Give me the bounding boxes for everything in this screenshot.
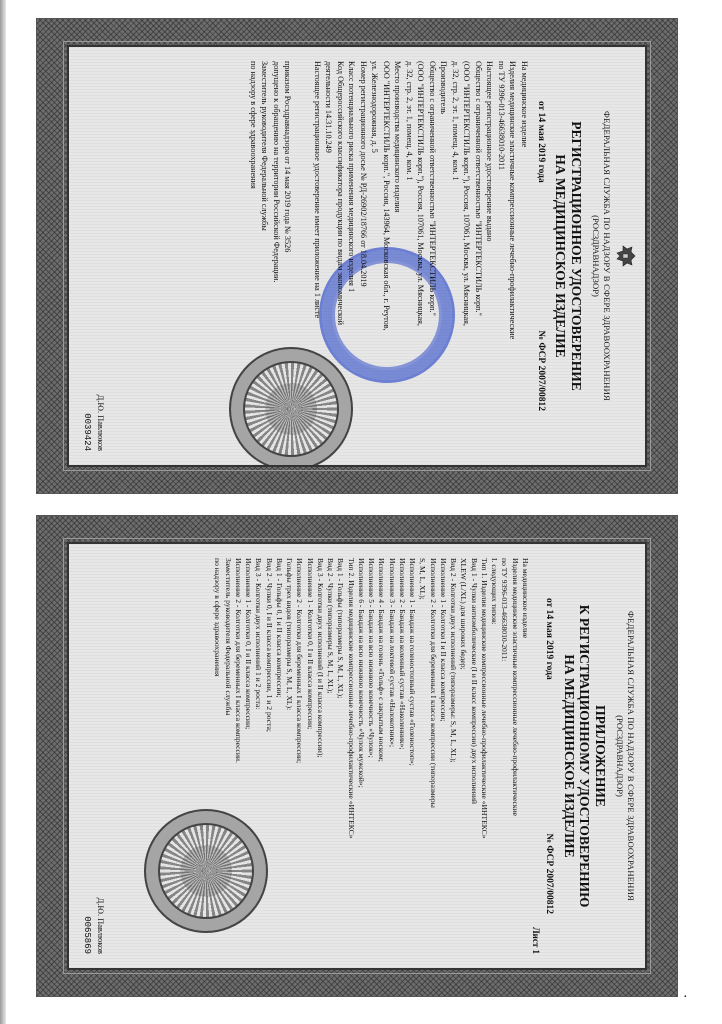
text-line: (ООО "ИНТЕРТЕКСТИЛЬ корп."), Россия, 107061, Москва, ул. Мясницкая, — [462, 61, 472, 326]
serial-number: 0039424 — [81, 413, 92, 451]
issue-date: от 14 мая 2019 года — [544, 598, 555, 680]
text-line: Исполнение 1 - Колготки 0, I и II класса компрессии; — [305, 558, 315, 730]
text-line: Производитель — [439, 61, 449, 114]
text-line: приказом Росздравнадзора от 14 мая 2019 года № 3526 — [283, 61, 293, 253]
agency-short-name: (РОСЗДРАВНАДЗОР) — [615, 715, 625, 797]
agency-name: ФЕДЕРАЛЬНАЯ СЛУЖБА ПО НАДЗОРУ В СФЕРЕ ЗДРАВООХРАНЕНИЯ — [602, 111, 612, 401]
serial-number: 0065869 — [81, 916, 92, 954]
text-line: Изделия медицинские эластичные компрессионные лечебно-профилактические — [508, 61, 518, 340]
text-line: Тип 2. Изделия медицинские компрессионные лечебно-профилактические «ИНТЕКС» — [346, 558, 356, 839]
text-line: деятельности 14.31.10.249 — [324, 61, 334, 153]
text-line: Вид 1 - Гольфы 0, I и II класса компрессии; — [274, 558, 284, 698]
text-line: Вид 3 - Колготки двух исполнений (I и II класса компрессии); — [315, 558, 325, 758]
text-line: по ТУ 9396-013-46638010-2011: — [500, 558, 510, 662]
annex-sheet — [36, 515, 678, 997]
certificate-body-lines — [247, 61, 529, 451]
text-line: допущено к обращению на территории Российской Федерации. — [271, 61, 281, 283]
certificate-number: № ФСР 2007/00812 — [535, 330, 546, 411]
coat-of-arms-icon — [612, 243, 638, 269]
certificate-text-block — [72, 51, 642, 461]
annex-title-line3: НА МЕДИЦИНСКОЕ ИЗДЕЛИЕ — [561, 654, 577, 858]
issue-date: от 14 мая 2019 года — [535, 101, 546, 183]
text-line: д. 32, стр. 2, эт. 1, помещ. 4, ком. 1 — [404, 61, 414, 181]
text-line: Гольфы трех видов (типоразмеры S, M, L, XL): — [285, 558, 295, 711]
text-line: Вид 1 - Гольфы (типоразмеры S, M, L, XL); — [336, 558, 346, 699]
text-line: Класс потенциального риска применения медицинского изделия 1 — [347, 61, 357, 293]
text-line: Вид 2 - Чулки 0, I и II класса компрессии, 1 и 2 роста; — [264, 558, 274, 732]
text-line: Номер регистрационного досье № РД-26902/18766 от 18.04.2019 — [358, 61, 368, 287]
text-line: Место производства медицинского изделия — [393, 61, 403, 213]
annex-title-line2: К РЕГИСТРАЦИОННОМУ УДОСТОВЕРЕНИЮ — [577, 604, 593, 908]
text-line: Заместитель руководителя Федеральной службы — [260, 61, 270, 231]
text-line: по надзору в сфере здравоохранения — [248, 61, 258, 189]
text-line: Исполнение 1 - Бандаж на голеностопный сустав «Голеностоп»; — [408, 558, 418, 766]
text-line: Настоящее регистрационное удостоверение имеет приложение на 1 листе — [312, 61, 322, 319]
text-line: S, M, L, XL); — [418, 558, 428, 600]
text-line: Исполнение 5 - Бандаж на всю нижнюю конечность «Чулок»; — [367, 558, 377, 758]
text-line: Вид 2 - Чулки (типоразмеры S, M, L, XL); — [326, 558, 336, 694]
text-line: На медицинское изделие — [520, 558, 530, 639]
text-line: Вид 3 - Колготки двух исполнений 1 и 2 роста: — [254, 558, 264, 710]
text-line: по надзору в сфере здравоохранения — [213, 558, 223, 677]
annex-body — [67, 542, 647, 970]
text-line: Исполнение 4 - Бандаж на голень «Гольф» с закрытым носком; — [377, 558, 387, 762]
agency-short-name: (РОСЗДРАВНАДЗОР) — [591, 215, 601, 297]
text-line: по ТУ 9396-013-46638010-2011 — [496, 61, 506, 171]
document-title: РЕГИСТРАЦИОННОЕ УДОСТОВЕРЕНИЕ — [569, 121, 584, 391]
scan-dot: · — [683, 990, 688, 1005]
text-line: На медицинское изделие — [519, 61, 529, 148]
text-line: Исполнение 2 - Колготки для беременных I класса компрессии (типоразмеры — [428, 558, 438, 808]
text-line: I. следующих типов: — [490, 558, 500, 625]
text-line: д. 32, стр. 2, эт. 1, помещ. 4, ком. 1 — [450, 61, 460, 181]
text-line: Общество с ограниченной ответственностью "ИНТЕРТЕКСТИЛЬ корп." — [473, 61, 483, 316]
text-line: Вид 2 - Колготки двух исполнений (типоразмеры: S, M, L, XL); — [449, 558, 459, 763]
text-line: Исполнение 6 - Бандаж на всю нижнюю конечность «Чулок мужской»; — [356, 558, 366, 788]
text-line: Исполнение 1 - Колготки I и II класса компрессии; — [438, 558, 448, 722]
text-line: Исполнение 2 - Бандаж на коленный сустав «Наколенник»; — [397, 558, 407, 750]
annex-title: ПРИЛОЖЕНИЕ — [593, 705, 608, 807]
agency-name: ФЕДЕРАЛЬНАЯ СЛУЖБА ПО НАДЗОРУ В СФЕРЕ ЗДРАВООХРАНЕНИЯ — [626, 611, 636, 901]
certificate-number: № ФСР 2007/00812 — [544, 833, 555, 914]
certificate-body — [67, 45, 647, 467]
text-line: Общество с ограниченной ответственностью "ИНТЕРТЕКСТИЛЬ корп." — [427, 61, 437, 316]
signer-name: Д.Ю. Павлюков — [95, 394, 105, 451]
scan-edge — [0, 0, 6, 1024]
text-line: XLEW (L/XL) для широких бедер; — [459, 558, 469, 670]
text-line: Тип 1. Изделия медицинские компрессионные лечебно-профилактические «ИНТЕКС» — [479, 558, 489, 839]
sheet-number: Лист 1 — [531, 926, 542, 954]
text-line: Вид 1 - Чулки антиэмболические (I и II класс компрессии) двух исполнений — [469, 558, 479, 804]
text-line: ООО "ИНТЕРТЕКСТИЛЬ корп.", Россия, 143964, Московская обл., г. Реутов, — [381, 61, 391, 331]
text-line: Исполнение 3 - Бандаж на локтевой сустав «Налокотник»; — [387, 558, 397, 748]
text-line: Заместитель руководителя Федеральной службы — [223, 558, 233, 716]
text-line: ул. Железнодорожная, д. 5 — [370, 61, 380, 153]
annex-text-block — [72, 548, 642, 964]
text-line: Настоящее регистрационное удостоверение выдано — [485, 61, 495, 242]
text-line: (ООО "ИНТЕРТЕКСТИЛЬ корп."), Россия, 107061, Москва, ул. Мясницкая, — [416, 61, 426, 326]
text-line: Код Общероссийского классификатора продукции по видам экономической — [335, 61, 345, 326]
signer-name: Д.Ю. Павлюков — [95, 897, 105, 954]
annex-body-lines — [213, 558, 530, 954]
certificate-sheet — [36, 18, 678, 494]
text-line: Исполнение 2 - Колготки для беременных I класса компрессии; — [295, 558, 305, 764]
document-subtitle: НА МЕДИЦИНСКОЕ ИЗДЕЛИЕ — [553, 154, 569, 358]
text-line: Исполнение 1 - Колготки 0, I и II класса компрессии; — [244, 558, 254, 730]
text-line: Изделия медицинские эластичные компрессионные лечебно-профилактические — [510, 558, 520, 817]
text-line: Исполнение 2 - Колготки для беременных I класса компрессии. — [233, 558, 243, 763]
